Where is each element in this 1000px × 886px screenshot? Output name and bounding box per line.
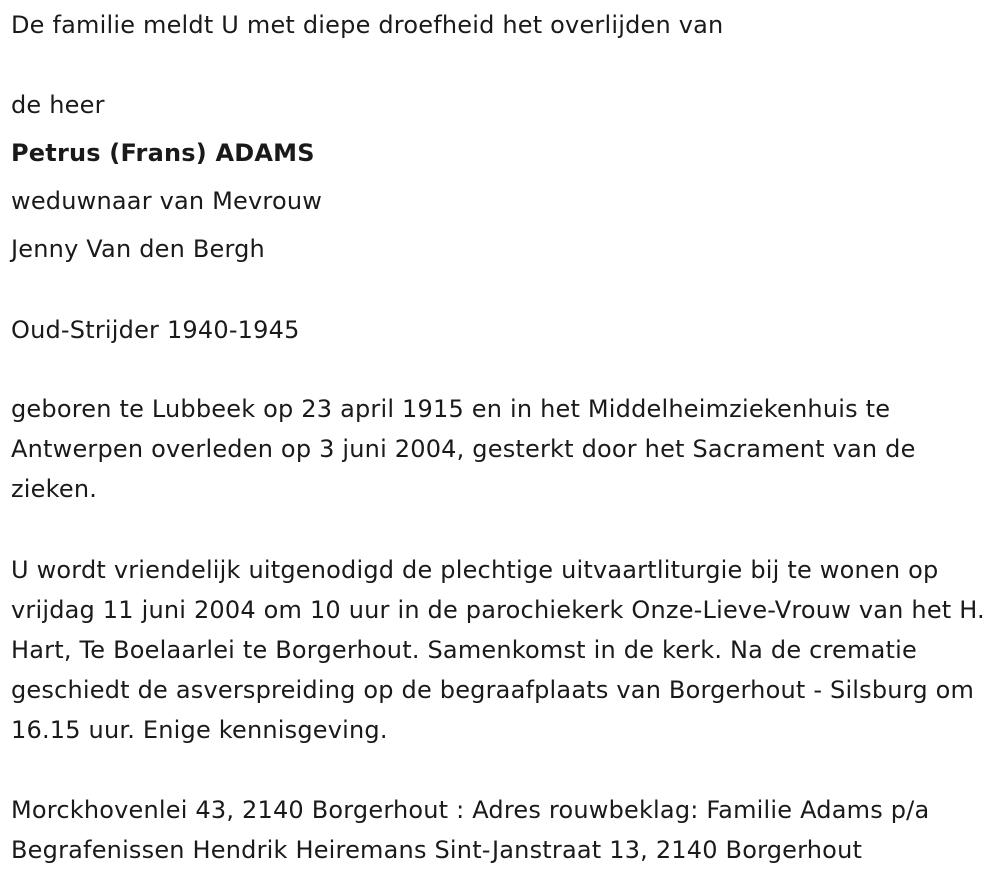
intro-text: De familie meldt U met diepe droefheid het overlijden van (11, 11, 724, 39)
funeral-paragraph: U wordt vriendelijk uitgenodigd de plechtige uitvaartliturgie bij te wonen op vrijdag 11 juni 2004 om 10 uur in de parochiekerk Onze-Lieve-Vrouw van het H. Hart, Te Boelaarlei te Borgerhout. Samenkomst in de kerk. Na de crematie geschiedt de asverspreiding op de begraafplaats van Borgerhout - Silsburg om 16.15 uur. Enige kennisgeving. (11, 556, 985, 744)
widower-of-text: weduwnaar van Mevrouw (11, 187, 323, 215)
address-paragraph: Morckhovenlei 43, 2140 Borgerhout : Adres rouwbeklag: Familie Adams p/a Begrafenissen Hendrik Heiremans Sint-Janstraat 13, 2140 Borgerhout (11, 796, 930, 864)
salutation: de heer (11, 91, 105, 119)
birth-death-paragraph: geboren te Lubbeek op 23 april 1915 en in het Middelheimziekenhuis te Antwerpen overleden op 3 juni 2004, gesterkt door het Sacrament van de zieken. (11, 395, 916, 503)
spouse-name: Jenny Van den Bergh (11, 235, 265, 263)
deceased-name: Petrus (Frans) ADAMS (11, 139, 315, 167)
veteran-text: Oud-Strijder 1940-1945 (11, 316, 300, 344)
